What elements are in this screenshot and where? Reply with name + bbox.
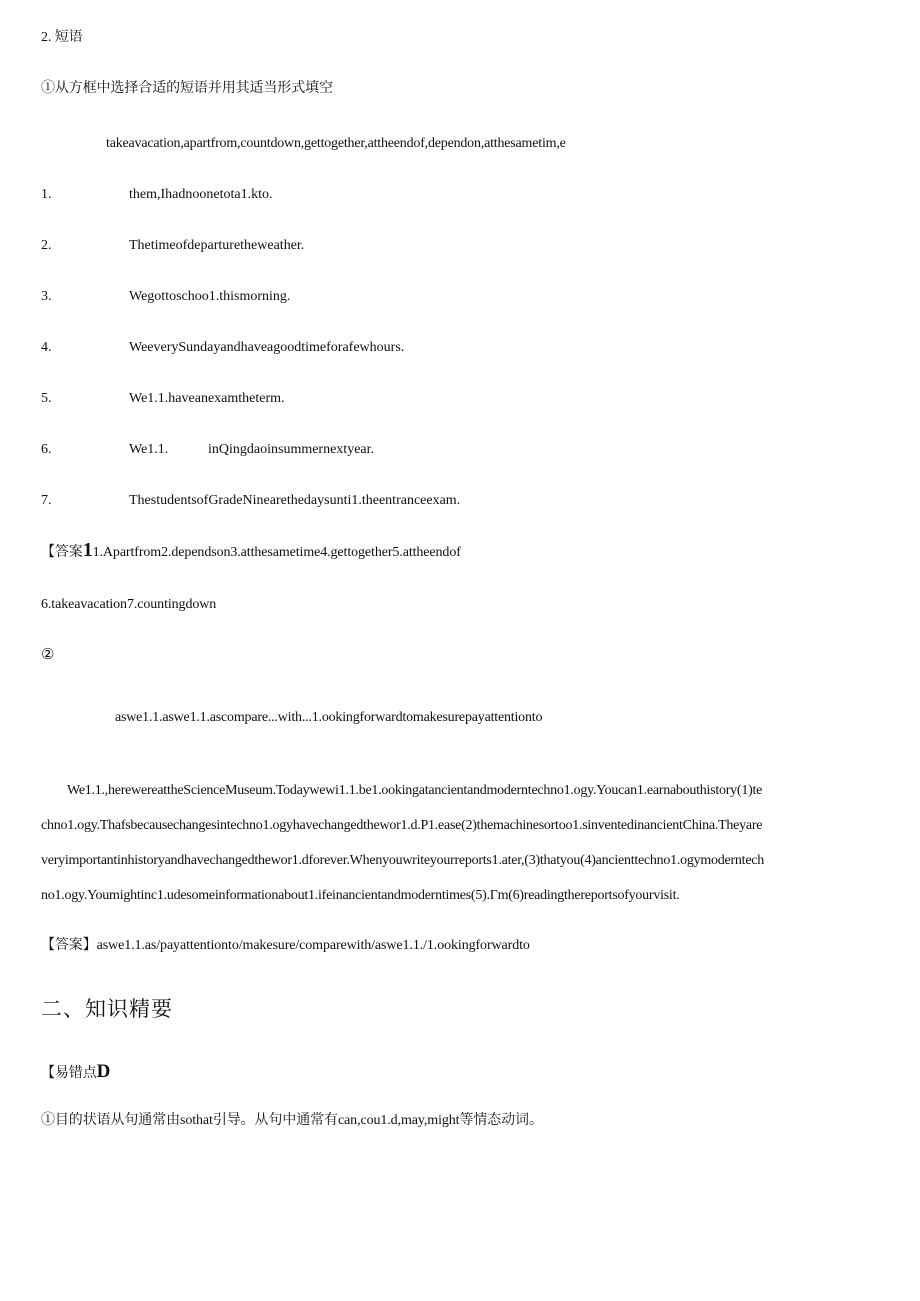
answer-text: aswe1.1.as/payattentionto/makesure/comparewith/aswe1.1./1.ookingforwardto xyxy=(96,938,530,953)
question-number: 7. xyxy=(41,493,52,508)
answer-label: 【答案 xyxy=(41,545,83,560)
question-number: 4. xyxy=(41,340,52,355)
answer-line-1: 1.Apartfrom2.dependson3.atthesametime4.gettogether5.attheendof xyxy=(92,545,461,560)
error-point-label: 【易错点 xyxy=(41,1066,97,1081)
error-point-heading xyxy=(41,1060,110,1086)
question-text: Wegottoschoo1.thismorning. xyxy=(129,289,291,304)
question-text: ThestudentsofGradeNinearethedaysunti1.theentranceexam. xyxy=(129,493,461,508)
part2-marker: ② xyxy=(41,647,55,663)
question-text: We1.1.haveanexamtheterm. xyxy=(129,391,285,406)
answer-label-number: 1 xyxy=(82,539,93,561)
question-number: 6. xyxy=(41,442,52,457)
word-box: takeavacation,apartfrom,countdown,gettogether,attheendof,dependon,atthesametim,e xyxy=(106,136,566,151)
instruction-text: ①从方框中选择合适的短语并用其适当形式填空 xyxy=(41,81,333,96)
question-number: 2. xyxy=(41,238,52,253)
passage-line: chno1.ogy.Thafsbecausechangesintechno1.ogyhavechangedthewor1.d.P1.ease(2)themachinesortoo1.sinventedinancientChina.Theyare xyxy=(41,818,763,833)
section-2-title: 二、知识精要 xyxy=(41,997,173,1021)
question-number: 1. xyxy=(41,187,52,202)
section-title: 2. 短语 xyxy=(41,30,83,45)
question-number: 5. xyxy=(41,391,52,406)
error-point-number: D xyxy=(96,1061,111,1082)
question-text: Thetimeofdeparturetheweather. xyxy=(129,238,305,253)
question-text-part-a: We1.1. xyxy=(129,442,169,457)
question-text: WeeverySundayandhaveagoodtimeforafewhours. xyxy=(129,340,405,355)
passage-line: veryimportantinhistoryandhavechangedthewor1.dforever.Whenyouwriteyourreports1.ater,(3)thatyou(4)ancienttechno1.ogymoderntech xyxy=(41,853,765,868)
answer-line-2: 6.takeavacation7.countingdown xyxy=(41,597,217,612)
note-text: ①目的状语从句通常由sothat引导。从句中通常有can,cou1.d,may,might等情态动词。 xyxy=(41,1113,543,1128)
question-number: 3. xyxy=(41,289,52,304)
question-text-part-b: inQingdaoinsummernextyear. xyxy=(208,442,375,457)
answer-label: 【答案】 xyxy=(41,938,97,953)
question-text: them,Ihadnoonetota1.kto. xyxy=(129,187,273,202)
passage-line: We1.1.,herewereattheScienceMuseum.Todaywewi1.1.be1.ookingatancientandmoderntechno1.ogy.Youcan1.earnabouthistory(1)te xyxy=(67,783,763,798)
word-box-2: aswe1.1.aswe1.1.ascompare...with...1.ookingforwardtomakesurepayattentionto xyxy=(115,710,543,725)
answer-block-2 xyxy=(41,937,530,955)
answer-block-1 xyxy=(41,538,461,565)
passage-line: no1.ogy.Youmightinc1.udesomeinformationabout1.ifeinancientandmoderntimes(5).Γm(6)readingthereportsofyourvisit. xyxy=(41,888,680,903)
